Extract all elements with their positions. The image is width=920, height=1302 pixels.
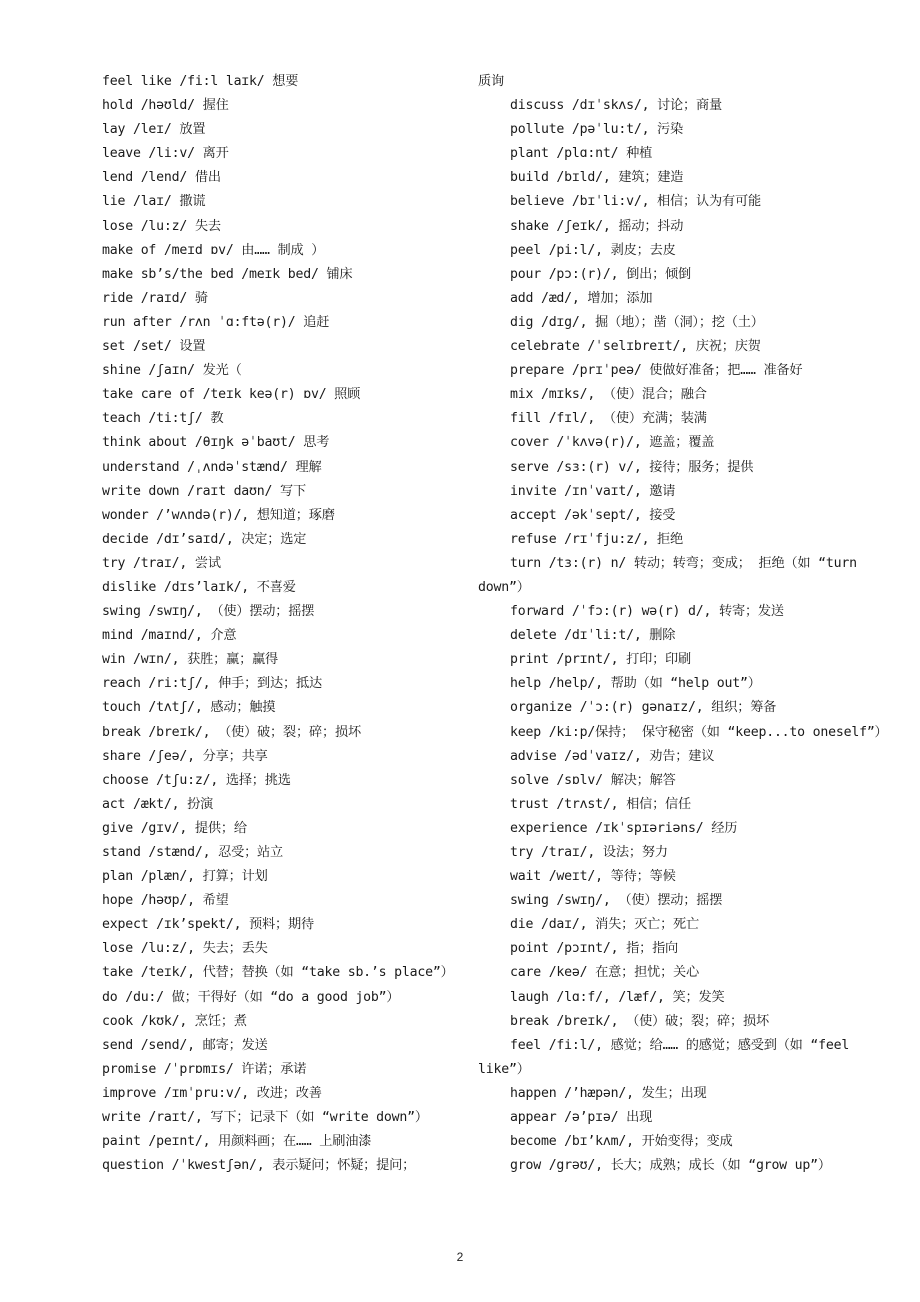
vocab-entry: swing /swɪŋ/, （使）摆动；摇摆 [510,893,723,909]
vocab-entry: try /traɪ/, 设法；努力 [510,845,668,860]
vocab-entry: keep /ki:p/保持； 保守秘密（如 “keep...to oneself”） [510,724,888,740]
left-column [70,70,475,1178]
vocab-entry: turn /tɜ:(r) n/ 转动；转弯；变成； 拒绝（如 “turn down”） [478,555,857,595]
vocab-entry: shake /ʃeɪk/, 摇动；抖动 [510,218,684,234]
vocab-entry: break /breɪk/, （使）破；裂；碎；损坏 [102,724,361,740]
vocab-entry: take care of /teɪk keə(r) ɒv/ 照顾 [102,387,361,403]
vocab-entry: lie /laɪ/ 撒谎 [102,194,206,210]
vocab-entry: plan /plæn/, 打算；计划 [102,869,268,885]
vocab-entry: cover /ˈkʌvə(r)/, 遮盖；覆盖 [510,435,715,451]
vocab-entry: die /daɪ/, 消失；灭亡；死亡 [510,917,700,933]
vocab-entry: trust /trʌst/, 相信；信任 [510,796,692,812]
vocab-entry: leave /li:v/ 离开 [102,146,229,162]
vocab-entry: win /wɪn/, 获胜；赢；赢得 [102,652,279,668]
vocab-entry: promise /ˈprɒmɪs/ 许诺；承诺 [102,1061,307,1077]
vocab-entry: laugh /lɑ:f/, /læf/, 笑；发笑 [510,989,725,1005]
vocab-entry: make sb’s/the bed /meɪk bed/ 铺床 [102,266,353,282]
vocab-entry: take /teɪk/, 代替；替换（如 “take sb.’s place”） [102,965,454,981]
vocab-entry: wait /weɪt/, 等待；等候 [510,869,676,885]
vocab-entry: appear /ə’pɪə/ 出现 [510,1110,653,1126]
vocab-entry: help /help/, 帮助（如 “help out”） [510,676,761,692]
vocab-entry: serve /sɜ:(r) v/, 接待；服务；提供 [510,459,754,475]
vocab-entry: choose /tʃu:z/, 选择；挑选 [102,772,291,788]
vocab-entry: advise /ədˈvaɪz/, 劝告；建议 [510,748,715,764]
vocab-entry: do /du:/ 做；干得好（如 “do a good job”） [102,989,400,1005]
vocab-entry: lose /lu:z/ 失去 [102,218,221,234]
vocab-entry: give /gɪv/, 提供；给 [102,820,247,836]
vocab-entry: pour /pɔ:(r)/, 倒出；倾倒 [510,266,692,282]
vocab-entry: touch /tʌtʃ/, 感动；触摸 [102,700,276,716]
vocab-entry: print /prɪnt/, 打印；印刷 [510,652,692,668]
vocab-entry: plant /plɑ:nt/ 种植 [510,146,653,162]
vocab-entry: decide /dɪ’saɪd/, 决定；选定 [102,531,307,547]
vocab-entry: prepare /prɪˈpeə/ 使做好准备；把…… 准备好 [510,363,803,379]
vocab-entry: dig /dɪg/, 掘（地）；凿（洞）；挖（土） [510,314,764,330]
vocab-entry: happen /’hæpən/, 发生；出现 [510,1085,707,1101]
vocab-entry: improve /ɪmˈpru:v/, 改进；改善 [102,1085,322,1101]
vocab-entry: lose /lu:z/, 失去；丢失 [102,941,268,957]
vocab-entry: accept /əkˈsept/, 接受 [510,507,676,523]
vocab-entry: hold /həʊld/ 握住 [102,98,229,114]
vocab-entry: shine /ʃaɪn/ 发光（ [102,363,242,379]
right-column [478,70,888,1178]
vocab-entry: peel /pi:l/, 剥皮；去皮 [510,242,676,258]
vocab-entry: feel like /fi:l laɪk/ 想要 [102,74,299,89]
vocab-entry: cook /kʊk/, 烹饪；煮 [102,1013,247,1029]
vocab-entry: mind /maɪnd/, 介意 [102,628,237,644]
vocab-entry: refuse /rɪˈfju:z/, 拒绝 [510,531,684,547]
vocab-entry: organize /ˈɔ:(r) gənaɪz/, 组织；筹备 [510,700,777,716]
vocab-entry: break /breɪk/, （使）破；裂；碎；损坏 [510,1013,769,1029]
vocab-entry: hope /həʊp/, 希望 [102,893,229,909]
vocab-entry: feel /fi:l/, 感觉；给…… 的感觉；感受到（如 “feel like”） [478,1037,850,1077]
vocab-entry: send /send/, 邮寄；发送 [102,1037,268,1053]
vocab-entry: swing /swɪŋ/, （使）摆动；摇摆 [102,604,315,620]
vocab-entry: run after /rʌn ˈɑ:ftə(r)/ 追赶 [102,314,330,330]
vocab-entry-continuation: 质询 [478,74,504,89]
vocab-entry: stand /stænd/, 忍受；站立 [102,845,284,860]
page-number: 2 [456,1250,464,1264]
vocab-entry: paint /peɪnt/, 用颜料画；在…… 上刷油漆 [102,1134,372,1150]
vocab-entry: reach /ri:tʃ/, 伸手；到达；抵达 [102,676,322,692]
vocab-entry: lend /lend/ 借出 [102,170,221,186]
vocab-entry: try /traɪ/, 尝试 [102,555,221,571]
vocab-entry: expect /ɪk’spekt/, 预料；期待 [102,917,314,933]
vocab-entry: dislike /dɪs’laɪk/, 不喜爱 [102,579,296,595]
vocab-entry: make of /meɪd ɒv/ 由…… 制成 ） [102,242,325,258]
vocab-entry: experience /ɪkˈspɪəriəns/ 经历 [510,820,738,836]
vocab-entry: write /raɪt/, 写下；记录下（如 “write down”） [102,1110,428,1126]
vocab-entry: think about /θɪŋk əˈbaʊt/ 思考 [102,435,330,451]
vocab-entry: understand /ˌʌndəˈstænd/ 理解 [102,459,322,475]
vocab-entry: become /bɪ’kʌm/, 开始变得；变成 [510,1134,733,1150]
vocab-entry: discuss /dɪˈskʌs/, 讨论；商量 [510,98,722,114]
vocab-entry: lay /leɪ/ 放置 [102,122,206,138]
vocab-entry: wonder /’wʌndə(r)/, 想知道；琢磨 [102,507,335,523]
vocab-entry: build /bɪld/, 建筑；建造 [510,170,684,186]
vocab-entry: share /ʃeə/, 分享；共享 [102,748,268,764]
vocab-entry: point /pɔɪnt/, 指；指向 [510,941,679,957]
vocab-entry: celebrate /ˈselɪbreɪt/, 庆祝；庆贺 [510,339,761,355]
vocab-entry: delete /dɪˈli:t/, 删除 [510,628,676,644]
vocab-entry: pollute /pəˈlu:t/, 污染 [510,122,684,138]
vocab-entry: set /set/ 设置 [102,339,206,355]
vocab-entry: forward /ˈfɔ:(r) wə(r) d/, 转寄；发送 [510,604,784,620]
vocab-entry: teach /ti:tʃ/ 教 [102,411,224,427]
vocab-entry: invite /ɪnˈvaɪt/, 邀请 [510,483,676,499]
vocab-entry: fill /fɪl/, （使）充满；装满 [510,411,707,427]
vocab-entry: solve /sɒlv/ 解决；解答 [510,772,676,788]
vocab-entry: add /æd/, 增加；添加 [510,290,653,306]
vocab-entry: grow /grəʊ/, 长大；成熟；成长（如 “grow up”） [510,1158,831,1174]
vocab-entry: believe /bɪˈli:v/, 相信；认为有可能 [510,194,761,210]
vocab-entry: care /keə/ 在意；担忧；关心 [510,965,700,981]
vocab-entry: write down /raɪt daʊn/ 写下 [102,483,306,499]
vocab-entry: act /ækt/, 扮演 [102,796,214,812]
vocab-entry: question /ˈkwestʃən/, 表示疑问；怀疑；提问； [102,1158,416,1174]
vocab-entry: ride /raɪd/ 骑 [102,290,208,306]
vocab-entry: mix /mɪks/, （使）混合；融合 [510,387,707,403]
